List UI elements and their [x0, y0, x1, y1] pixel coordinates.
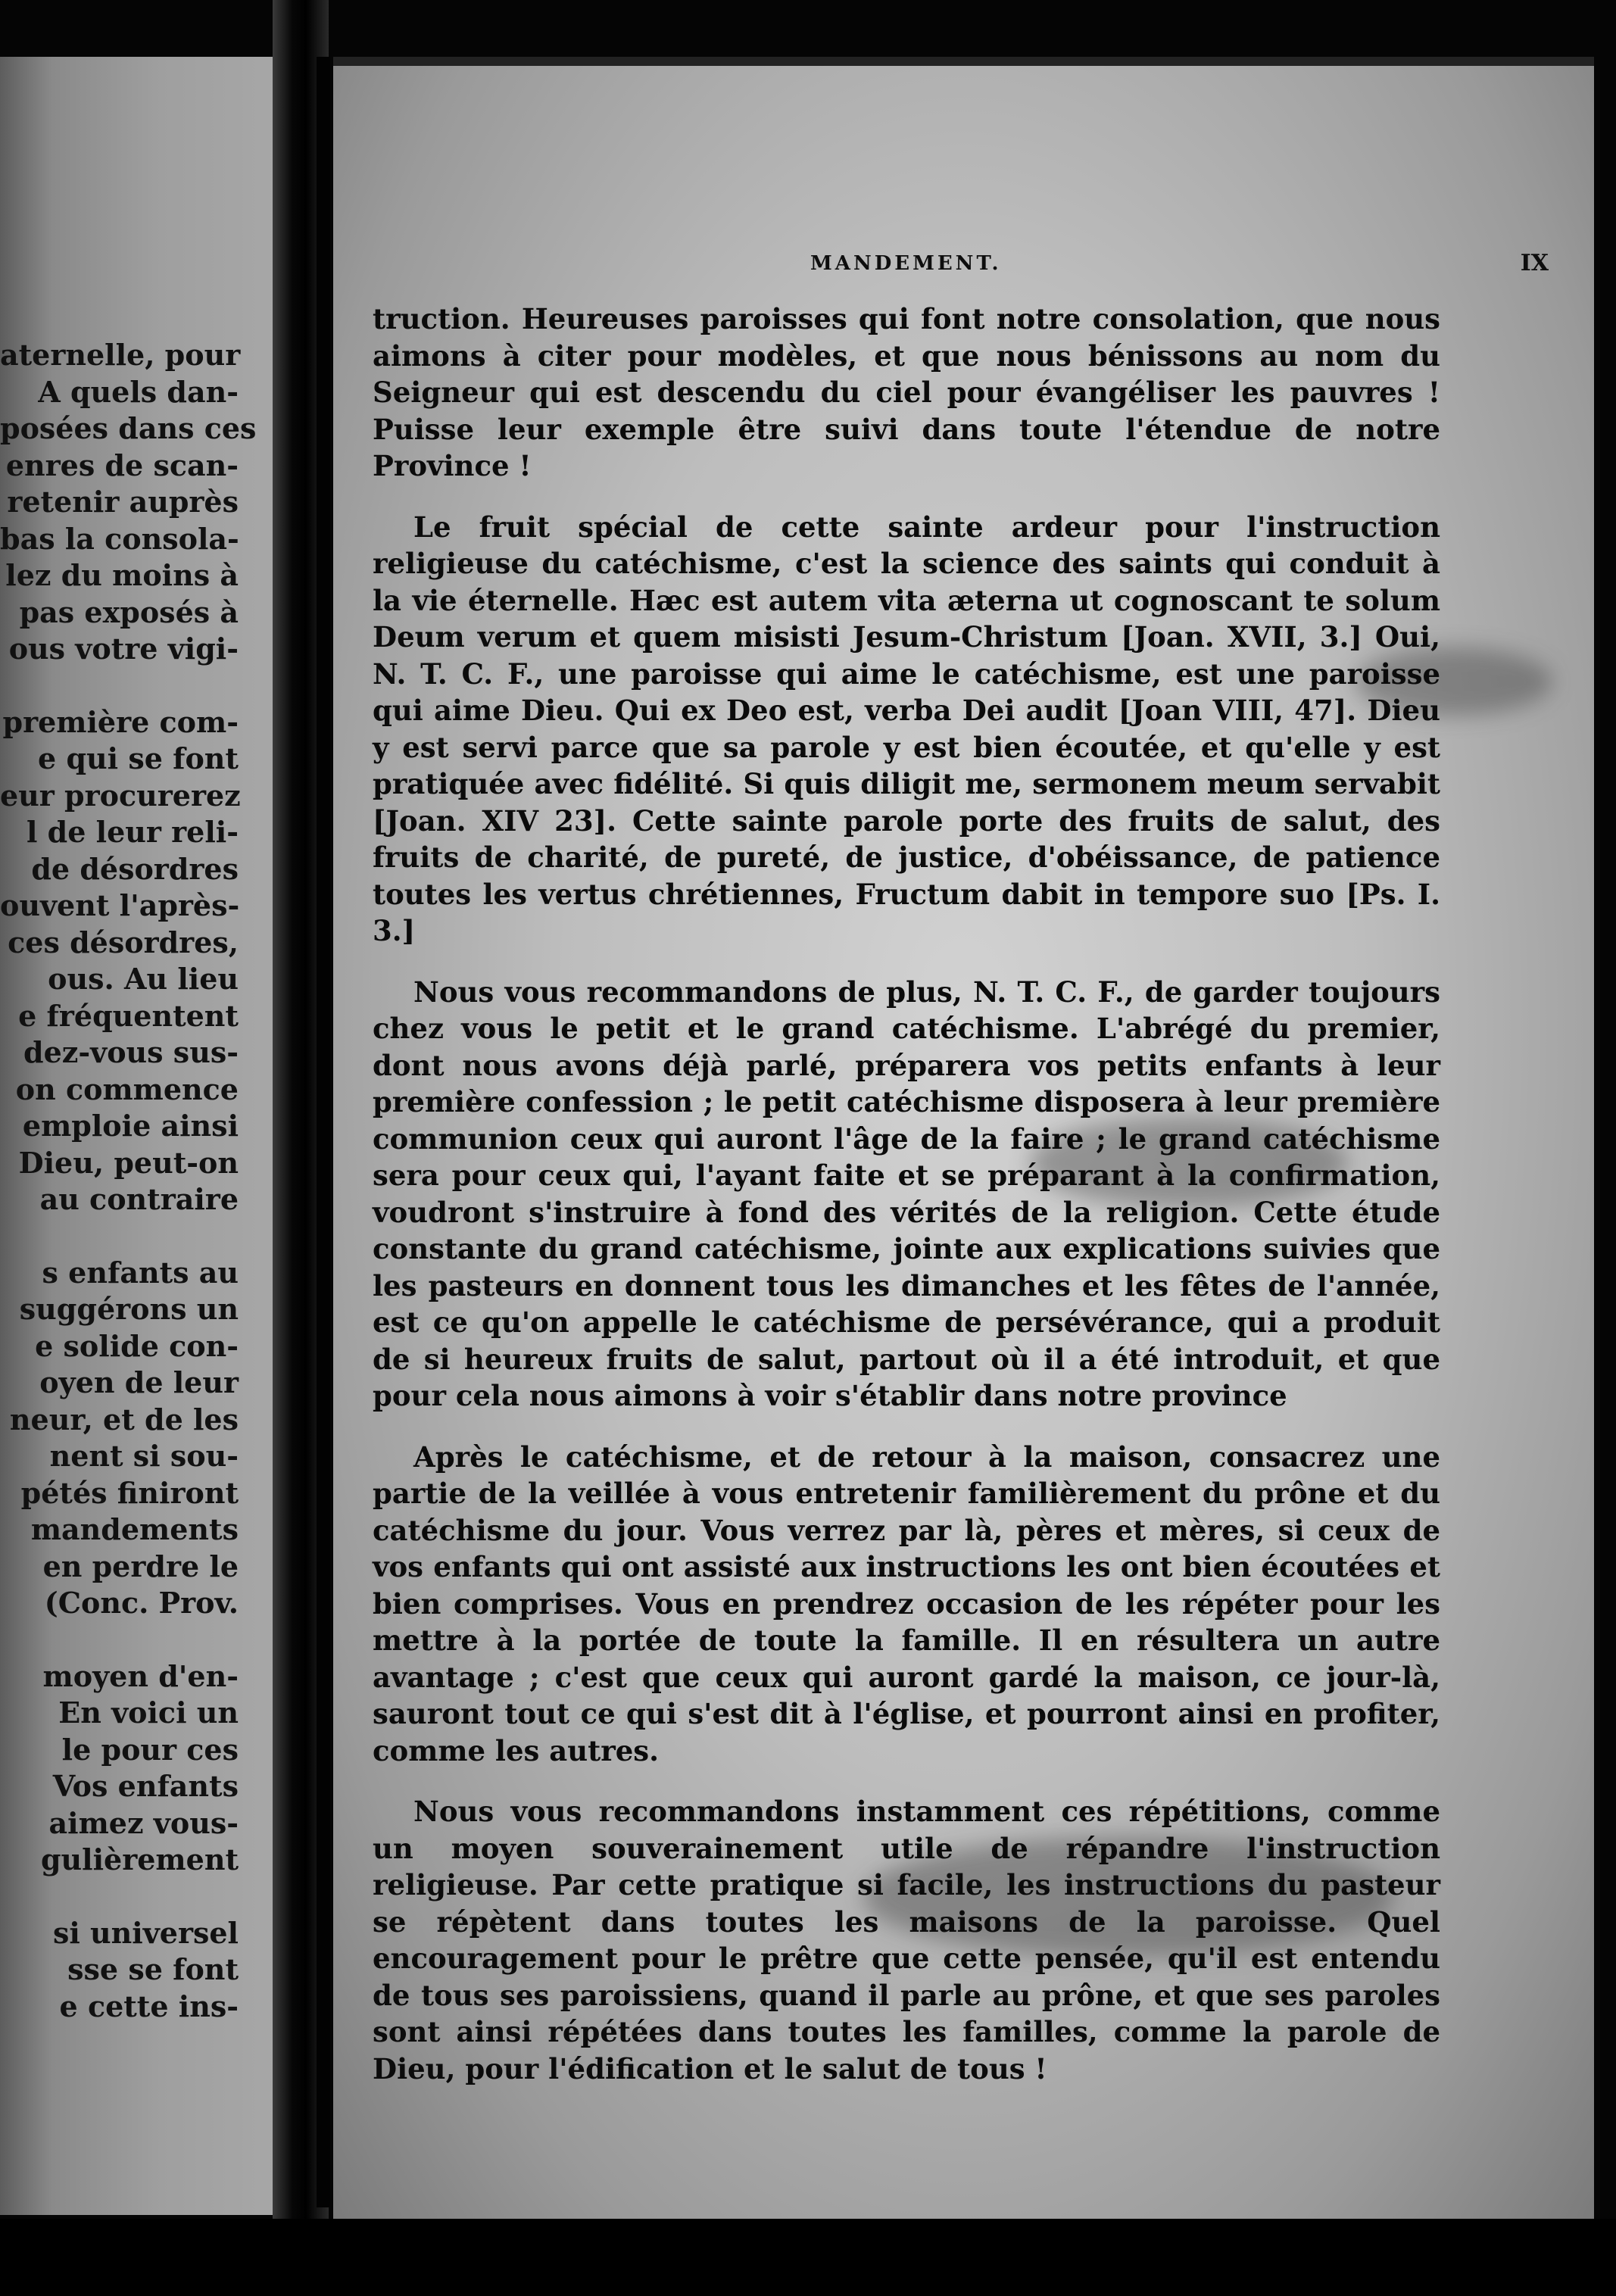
paragraph: Nous vous recommandons instamment ces répétitions, comme un moyen souverainement utile de répandre l'instruction religieuse. Par cette pratique si facile, les instructions du pasteur se répètent dans toutes les maisons de la paroisse. Quel encouragement pour le prêtre que cette pensée, qu'il est entendu de tous ses paroissiens, quand il parle au prône, et que ses paroles sont ainsi répétées dans toutes les familles, comme la parole de Dieu, pour l'édification et le salut de tous ! [373, 1795, 1440, 2085]
film-border [0, 2219, 1616, 2296]
left-page-line: eur procurerez [0, 778, 241, 813]
left-page-line: ous. Au lieu [48, 962, 239, 996]
left-page-line: e solide con- [35, 1328, 239, 1363]
left-page-line: Vos enfants [52, 1769, 239, 1803]
left-page-line: lez du moins à [5, 558, 239, 592]
left-page-line: sse se font [67, 1952, 239, 1986]
page-number: IX [1520, 250, 1549, 276]
left-page-line: A quels dan- [38, 374, 239, 409]
paragraph: Le fruit spécial de cette sainte ardeur pour l'instruction religieuse du catéchisme, c'est la science des saints qui conduit à la vie éternelle. Hæc est autem vita æterna ut cognoscant te solum Deum verum et quem misisti Jesum-Christum [Joan. XVII, 3.] Oui, N. T. C. F., une paroisse qui aime le catéchisme, est une paroisse qui aime Dieu. Qui ex Deo est, verba Dei audit [Joan VIII, 47]. Dieu y est servi parce que sa parole y est bien écoutée, et qu'elle y est pratiquée avec fidélité. Si quis diligit me, sermonem meum servabit [Joan. XIV 23]. Cette sainte parole porte des fruits de salut, des fruits de charité, de pureté, de justice, d'obéissance, de patience toutes les vertus chrétiennes, Fructum dabit in tempore suo [Ps. I. 3.] [373, 510, 1440, 947]
paragraph: Après le catéchisme, et de retour à la maison, consacrez une partie de la veillée à vous entretenir familièrement du prône et du catéchisme du jour. Vous verrez par là, pères et mères, si ceux de vos enfants qui ont assisté aux instructions les ont bien écoutées et bien comprises. Vous en prendrez occasion de les répéter pour les mettre à la portée de toute la famille. Il en résultera un autre avantage ; c'est que ceux qui auront gardé la maison, ce jour-là, sauront tout ce qui s'est dit à l'église, et pourront ainsi en profiter, comme les autres. [373, 1440, 1440, 1767]
left-page-line: l de leur reli- [27, 815, 239, 849]
left-page-line: première com- [2, 704, 239, 739]
left-page-line: (Conc. Prov. [44, 1586, 239, 1620]
left-page-line: en perdre le [42, 1549, 239, 1583]
left-page-line: aternelle, pour [0, 338, 241, 372]
left-page-line: ces désordres, [8, 925, 239, 959]
left-page-gap [0, 1622, 239, 1658]
left-page-line: si universel [52, 1915, 239, 1950]
running-head: MANDEMENT. [810, 252, 1002, 275]
left-page-line: Dieu, peut-on [18, 1145, 239, 1180]
left-page-line: retenir auprès [7, 485, 239, 519]
left-page-line: neur, et de les [9, 1402, 239, 1437]
left-page-text [0, 337, 257, 2025]
left-page-line: de désordres [31, 851, 239, 886]
left-page-line: pétés finiront [20, 1475, 239, 1510]
page-top-edge [333, 57, 1594, 66]
left-page-line: posées dans ces [0, 411, 257, 445]
left-page-line: nent si sou- [49, 1439, 239, 1473]
left-page-line: ouvent l'après- [0, 888, 240, 922]
left-page-gap [0, 668, 239, 704]
left-page-line: e fréquentent [18, 998, 239, 1033]
left-page-line: pas exposés à [19, 594, 239, 629]
right-page [333, 57, 1594, 2219]
left-page-line: aimez vous- [48, 1805, 239, 1840]
left-page-line: s enfants au [42, 1255, 239, 1290]
left-page-line: e qui se font [38, 741, 239, 775]
left-page-line: moyen d'en- [42, 1658, 239, 1693]
left-page [0, 57, 292, 2215]
left-page-line: En voici un [58, 1695, 239, 1730]
left-page-gap [0, 1218, 239, 1255]
left-page-line: suggérons un [19, 1292, 239, 1326]
binding-spine [317, 57, 330, 2207]
left-page-line: ous votre vigi- [8, 632, 239, 666]
paragraph: truction. Heureuses paroisses qui font notre consolation, que nous aimons à citer pour modèles, et que nous bénissons au nom du Seigneur qui est descendu du ciel pour évangéliser les pauvres ! Puisse leur exemple être suivi dans toute l'étendue de notre Province ! [373, 302, 1440, 482]
left-page-line: le pour ces [61, 1732, 239, 1767]
left-page-line: on commence [15, 1072, 239, 1106]
left-page-line: enres de scan- [5, 448, 239, 482]
left-page-line: e cette ins- [59, 1989, 239, 2023]
mandement-body [373, 301, 1440, 2111]
left-page-line: oyen de leur [39, 1365, 239, 1399]
left-page-gap [0, 1879, 239, 1915]
paragraph: Nous vous recommandons de plus, N. T. C. F., de garder toujours chez vous le petit et le grand catéchisme. L'abrégé du premier, dont nous avons déjà parlé, préparera vos petits enfants à leur première confession ; le petit catéchisme disposera à leur première communion ceux qui auront l'âge de la faire ; le grand catéchisme sera pour ceux qui, l'ayant faite et se préparant à la confirmation, voudront s'instruire à fond des vérités de la religion. Cette étude constante du grand catéchisme, jointe aux explications suivies que les pasteurs en donnent tous les dimanches et les fêtes de l'année, est ce qu'on appelle le catéchisme de persévérance, qui a produit de si heureux fruits de salut, partout où il a été introduit, et que pour cela nous aimons à voir s'établir dans notre province [373, 975, 1440, 1412]
left-page-line: dez-vous sus- [23, 1035, 239, 1069]
left-page-line: mandements [30, 1512, 239, 1546]
left-page-line: gulièrement [40, 1842, 239, 1876]
left-page-line: bas la consola- [0, 521, 239, 556]
left-page-line: emploie ainsi [22, 1109, 239, 1143]
left-page-line: au contraire [39, 1182, 239, 1216]
